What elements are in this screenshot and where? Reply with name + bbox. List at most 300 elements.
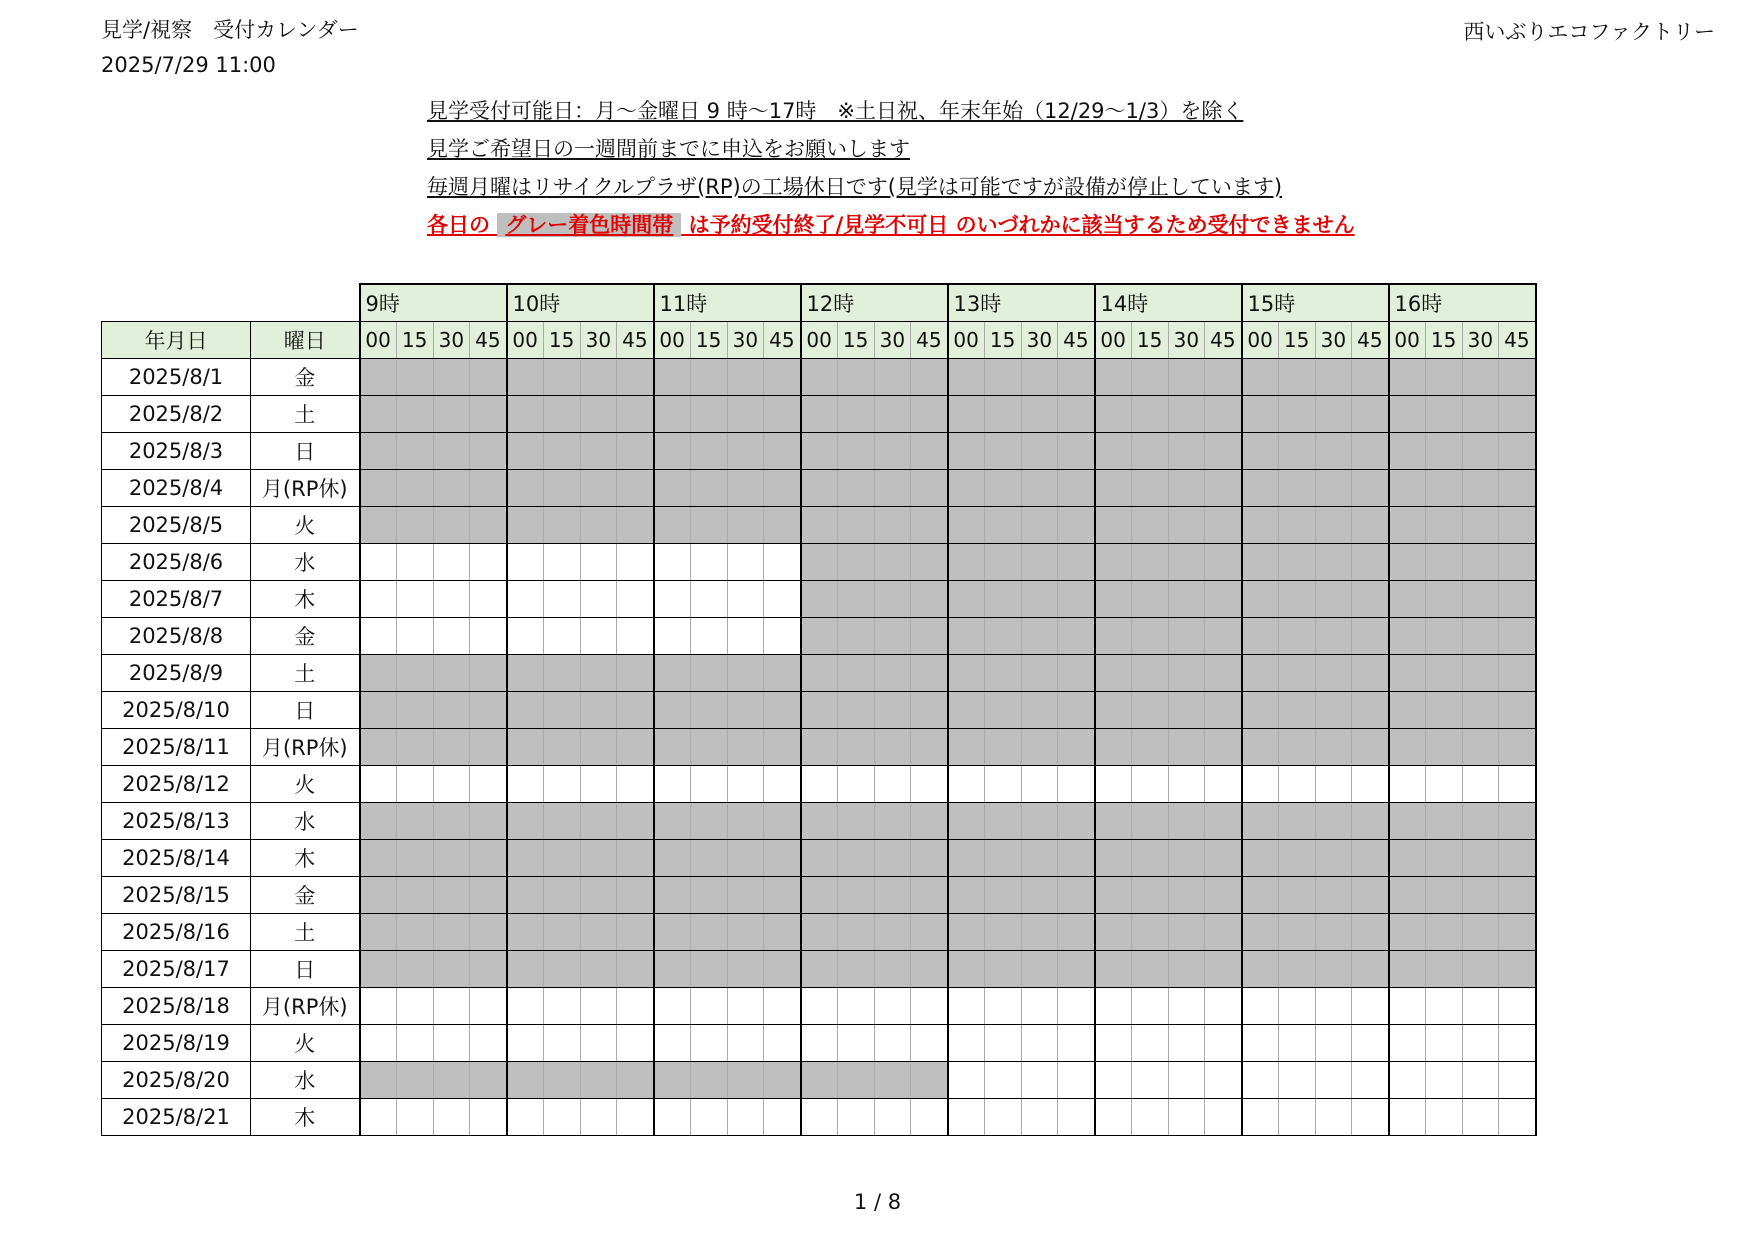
time-slot-unavailable: [1205, 802, 1242, 839]
blank-corner: [251, 284, 360, 321]
time-slot-unavailable: [1389, 358, 1426, 395]
time-slot-available: [617, 580, 654, 617]
minute-header: 30: [727, 321, 764, 358]
row-day-of-week: 水: [251, 1061, 360, 1098]
time-slot-available: [1168, 1061, 1205, 1098]
time-slot-unavailable: [1352, 432, 1389, 469]
time-slot-unavailable: [690, 728, 727, 765]
time-slot-unavailable: [1095, 358, 1132, 395]
time-slot-unavailable: [837, 617, 874, 654]
time-slot-unavailable: [1021, 654, 1058, 691]
time-slot-unavailable: [360, 432, 397, 469]
time-slot-unavailable: [727, 950, 764, 987]
time-slot-unavailable: [801, 802, 838, 839]
time-slot-available: [984, 1061, 1021, 1098]
time-slot-available: [507, 987, 544, 1024]
time-slot-unavailable: [654, 432, 691, 469]
time-slot-unavailable: [1131, 395, 1168, 432]
time-slot-unavailable: [801, 432, 838, 469]
time-slot-unavailable: [984, 802, 1021, 839]
time-slot-available: [580, 617, 617, 654]
time-slot-unavailable: [1095, 691, 1132, 728]
time-slot-unavailable: [360, 913, 397, 950]
time-slot-unavailable: [727, 802, 764, 839]
time-slot-unavailable: [1499, 358, 1536, 395]
time-slot-unavailable: [396, 839, 433, 876]
time-slot-unavailable: [1242, 617, 1279, 654]
minute-header: 00: [801, 321, 838, 358]
organization-name: 西いぶりエコファクトリー: [1463, 20, 1715, 44]
time-slot-available: [1315, 765, 1352, 802]
minute-header: 45: [1499, 321, 1536, 358]
time-slot-available: [654, 1098, 691, 1135]
row-day-of-week: 日: [251, 432, 360, 469]
time-slot-unavailable: [1058, 506, 1095, 543]
time-slot-available: [801, 765, 838, 802]
time-slot-unavailable: [507, 876, 544, 913]
time-slot-unavailable: [1168, 469, 1205, 506]
time-slot-unavailable: [396, 395, 433, 432]
time-slot-unavailable: [1315, 728, 1352, 765]
time-slot-unavailable: [580, 469, 617, 506]
time-slot-available: [1389, 765, 1426, 802]
time-slot-unavailable: [1242, 432, 1279, 469]
time-slot-unavailable: [1315, 395, 1352, 432]
time-slot-unavailable: [837, 802, 874, 839]
time-slot-unavailable: [727, 1061, 764, 1098]
minute-header: 00: [507, 321, 544, 358]
time-slot-available: [837, 1098, 874, 1135]
time-slot-unavailable: [984, 691, 1021, 728]
time-slot-unavailable: [1425, 358, 1462, 395]
time-slot-unavailable: [874, 543, 911, 580]
table-row: [102, 765, 1536, 802]
time-slot-unavailable: [470, 395, 507, 432]
time-slot-unavailable: [543, 802, 580, 839]
time-slot-unavailable: [543, 432, 580, 469]
time-slot-unavailable: [1205, 617, 1242, 654]
time-slot-unavailable: [1021, 913, 1058, 950]
time-slot-unavailable: [948, 395, 985, 432]
row-day-of-week: 火: [251, 765, 360, 802]
time-slot-available: [1389, 987, 1426, 1024]
time-slot-unavailable: [1389, 395, 1426, 432]
time-slot-available: [1242, 987, 1279, 1024]
row-date: 2025/8/7: [102, 580, 251, 617]
time-slot-unavailable: [1131, 839, 1168, 876]
warning-gray-highlight: グレー着色時間帯: [497, 213, 681, 237]
time-slot-unavailable: [1131, 469, 1168, 506]
note-rp-holiday: 毎週月曜はリサイクルプラザ(RP)の工場休日です(見学は可能ですが設備が停止しています): [427, 175, 1283, 199]
time-slot-unavailable: [1021, 876, 1058, 913]
time-slot-unavailable: [580, 839, 617, 876]
time-slot-available: [948, 987, 985, 1024]
time-slot-unavailable: [543, 950, 580, 987]
time-slot-unavailable: [801, 617, 838, 654]
time-slot-unavailable: [801, 839, 838, 876]
time-slot-unavailable: [948, 802, 985, 839]
time-slot-available: [1389, 1024, 1426, 1061]
time-slot-unavailable: [1462, 913, 1499, 950]
time-slot-unavailable: [837, 728, 874, 765]
time-slot-unavailable: [1021, 728, 1058, 765]
time-slot-unavailable: [874, 839, 911, 876]
time-slot-unavailable: [360, 950, 397, 987]
time-slot-unavailable: [727, 395, 764, 432]
time-slot-available: [433, 617, 470, 654]
minute-header: 15: [1278, 321, 1315, 358]
time-slot-unavailable: [1205, 950, 1242, 987]
row-day-of-week: 火: [251, 506, 360, 543]
time-slot-unavailable: [690, 802, 727, 839]
time-slot-available: [948, 1024, 985, 1061]
minute-header: 00: [360, 321, 397, 358]
time-slot-available: [1058, 1024, 1095, 1061]
time-slot-unavailable: [1168, 691, 1205, 728]
time-slot-available: [1242, 1024, 1279, 1061]
time-slot-unavailable: [1278, 728, 1315, 765]
time-slot-unavailable: [1058, 358, 1095, 395]
time-slot-available: [1205, 1061, 1242, 1098]
time-slot-available: [507, 1098, 544, 1135]
time-slot-unavailable: [801, 876, 838, 913]
time-slot-unavailable: [617, 839, 654, 876]
time-slot-available: [617, 987, 654, 1024]
note-deadline: 見学ご希望日の一週間前までに申込をお願いします: [427, 137, 910, 161]
time-slot-unavailable: [543, 1061, 580, 1098]
time-slot-available: [543, 1098, 580, 1135]
row-day-of-week: 水: [251, 543, 360, 580]
table-row: [102, 1061, 1536, 1098]
time-slot-unavailable: [396, 432, 433, 469]
time-slot-available: [1278, 765, 1315, 802]
minute-header-row: [102, 321, 1536, 358]
time-slot-unavailable: [543, 913, 580, 950]
time-slot-available: [911, 1024, 948, 1061]
time-slot-unavailable: [1278, 395, 1315, 432]
table-row: [102, 950, 1536, 987]
time-slot-unavailable: [764, 358, 801, 395]
time-slot-unavailable: [874, 691, 911, 728]
time-slot-unavailable: [580, 432, 617, 469]
time-slot-available: [396, 543, 433, 580]
time-slot-unavailable: [911, 950, 948, 987]
time-slot-available: [1499, 1024, 1536, 1061]
row-date: 2025/8/12: [102, 765, 251, 802]
time-slot-unavailable: [1315, 691, 1352, 728]
time-slot-unavailable: [874, 580, 911, 617]
minute-header: 30: [1168, 321, 1205, 358]
time-slot-available: [1205, 765, 1242, 802]
time-slot-available: [470, 580, 507, 617]
time-slot-unavailable: [1389, 691, 1426, 728]
time-slot-unavailable: [948, 358, 985, 395]
time-slot-unavailable: [654, 469, 691, 506]
time-slot-available: [690, 987, 727, 1024]
time-slot-available: [837, 1024, 874, 1061]
time-slot-unavailable: [433, 728, 470, 765]
time-slot-unavailable: [727, 691, 764, 728]
time-slot-unavailable: [470, 691, 507, 728]
time-slot-unavailable: [948, 691, 985, 728]
time-slot-unavailable: [1352, 691, 1389, 728]
row-day-of-week: 火: [251, 1024, 360, 1061]
time-slot-unavailable: [1058, 839, 1095, 876]
time-slot-unavailable: [1131, 802, 1168, 839]
row-day-of-week: 月(RP休): [251, 987, 360, 1024]
time-slot-available: [1425, 765, 1462, 802]
time-slot-unavailable: [1425, 469, 1462, 506]
time-slot-available: [470, 987, 507, 1024]
time-slot-unavailable: [433, 654, 470, 691]
time-slot-unavailable: [1352, 617, 1389, 654]
time-slot-available: [948, 1098, 985, 1135]
time-slot-unavailable: [1499, 728, 1536, 765]
time-slot-available: [470, 765, 507, 802]
time-slot-unavailable: [948, 506, 985, 543]
time-slot-unavailable: [580, 876, 617, 913]
time-slot-unavailable: [1389, 469, 1426, 506]
time-slot-unavailable: [874, 617, 911, 654]
time-slot-unavailable: [837, 876, 874, 913]
time-slot-unavailable: [1462, 506, 1499, 543]
time-slot-unavailable: [1058, 395, 1095, 432]
time-slot-unavailable: [837, 1061, 874, 1098]
time-slot-available: [948, 1061, 985, 1098]
minute-header: 00: [1095, 321, 1132, 358]
time-slot-unavailable: [507, 395, 544, 432]
time-slot-unavailable: [764, 654, 801, 691]
time-slot-unavailable: [1205, 839, 1242, 876]
time-slot-unavailable: [1425, 617, 1462, 654]
time-slot-unavailable: [617, 950, 654, 987]
time-slot-unavailable: [1168, 654, 1205, 691]
time-slot-unavailable: [1278, 358, 1315, 395]
time-slot-unavailable: [984, 543, 1021, 580]
time-slot-unavailable: [1425, 654, 1462, 691]
time-slot-unavailable: [580, 802, 617, 839]
time-slot-unavailable: [1278, 469, 1315, 506]
time-slot-unavailable: [470, 654, 507, 691]
time-slot-unavailable: [1352, 876, 1389, 913]
time-slot-unavailable: [1058, 950, 1095, 987]
time-slot-unavailable: [1242, 728, 1279, 765]
time-slot-available: [874, 1024, 911, 1061]
row-day-of-week: 金: [251, 358, 360, 395]
row-date: 2025/8/5: [102, 506, 251, 543]
time-slot-unavailable: [1278, 839, 1315, 876]
hour-header: 13時: [948, 284, 1095, 321]
time-slot-unavailable: [690, 654, 727, 691]
time-slot-unavailable: [1278, 617, 1315, 654]
time-slot-available: [396, 765, 433, 802]
row-day-of-week: 月(RP休): [251, 728, 360, 765]
time-slot-unavailable: [837, 580, 874, 617]
row-date: 2025/8/10: [102, 691, 251, 728]
time-slot-unavailable: [837, 691, 874, 728]
time-slot-unavailable: [507, 432, 544, 469]
time-slot-unavailable: [1352, 950, 1389, 987]
time-slot-unavailable: [1278, 580, 1315, 617]
row-date: 2025/8/17: [102, 950, 251, 987]
time-slot-unavailable: [1168, 506, 1205, 543]
time-slot-available: [1315, 1098, 1352, 1135]
time-slot-available: [1462, 1098, 1499, 1135]
time-slot-available: [470, 543, 507, 580]
time-slot-unavailable: [1278, 876, 1315, 913]
time-slot-unavailable: [1352, 506, 1389, 543]
time-slot-available: [1315, 1061, 1352, 1098]
page-number: 1 / 8: [853, 1190, 902, 1214]
time-slot-unavailable: [1242, 802, 1279, 839]
time-slot-available: [1352, 1024, 1389, 1061]
row-day-of-week: 日: [251, 691, 360, 728]
time-slot-unavailable: [1389, 950, 1426, 987]
dow-column-header: 曜日: [251, 321, 360, 358]
time-slot-unavailable: [360, 506, 397, 543]
time-slot-available: [543, 617, 580, 654]
time-slot-unavailable: [617, 358, 654, 395]
hour-header: 12時: [801, 284, 948, 321]
time-slot-unavailable: [1058, 654, 1095, 691]
time-slot-unavailable: [433, 802, 470, 839]
time-slot-unavailable: [1389, 617, 1426, 654]
time-slot-available: [433, 1098, 470, 1135]
time-slot-available: [764, 543, 801, 580]
time-slot-unavailable: [727, 432, 764, 469]
time-slot-unavailable: [580, 358, 617, 395]
time-slot-unavailable: [507, 950, 544, 987]
table-row: [102, 469, 1536, 506]
time-slot-unavailable: [360, 1061, 397, 1098]
minute-header: 15: [396, 321, 433, 358]
hour-header: 11時: [654, 284, 801, 321]
row-day-of-week: 木: [251, 1098, 360, 1135]
time-slot-available: [1352, 1061, 1389, 1098]
time-slot-available: [984, 765, 1021, 802]
time-slot-unavailable: [470, 802, 507, 839]
time-slot-unavailable: [1242, 839, 1279, 876]
time-slot-unavailable: [617, 506, 654, 543]
minute-header: 15: [1425, 321, 1462, 358]
time-slot-unavailable: [837, 506, 874, 543]
time-slot-unavailable: [1058, 691, 1095, 728]
time-slot-available: [654, 765, 691, 802]
time-slot-unavailable: [1425, 950, 1462, 987]
time-slot-unavailable: [1389, 802, 1426, 839]
row-date: 2025/8/15: [102, 876, 251, 913]
time-slot-unavailable: [837, 913, 874, 950]
time-slot-unavailable: [1021, 617, 1058, 654]
time-slot-available: [360, 987, 397, 1024]
time-slot-unavailable: [911, 839, 948, 876]
time-slot-unavailable: [1278, 654, 1315, 691]
time-slot-available: [984, 1098, 1021, 1135]
time-slot-available: [470, 617, 507, 654]
time-slot-unavailable: [1021, 432, 1058, 469]
time-slot-available: [1462, 1061, 1499, 1098]
time-slot-unavailable: [1462, 691, 1499, 728]
time-slot-available: [360, 1024, 397, 1061]
time-slot-available: [1499, 1098, 1536, 1135]
time-slot-unavailable: [580, 1061, 617, 1098]
time-slot-unavailable: [1352, 543, 1389, 580]
time-slot-available: [764, 617, 801, 654]
time-slot-unavailable: [948, 950, 985, 987]
time-slot-unavailable: [1462, 802, 1499, 839]
time-slot-available: [1242, 765, 1279, 802]
time-slot-unavailable: [837, 432, 874, 469]
time-slot-unavailable: [1168, 358, 1205, 395]
time-slot-unavailable: [1058, 580, 1095, 617]
time-slot-available: [543, 987, 580, 1024]
time-slot-unavailable: [617, 728, 654, 765]
time-slot-unavailable: [433, 469, 470, 506]
time-slot-unavailable: [1242, 395, 1279, 432]
time-slot-unavailable: [801, 728, 838, 765]
time-slot-unavailable: [1095, 506, 1132, 543]
time-slot-unavailable: [874, 950, 911, 987]
time-slot-unavailable: [1058, 728, 1095, 765]
time-slot-unavailable: [1205, 469, 1242, 506]
time-slot-available: [1131, 1061, 1168, 1098]
time-slot-unavailable: [911, 543, 948, 580]
time-slot-available: [617, 617, 654, 654]
time-slot-unavailable: [1095, 802, 1132, 839]
time-slot-unavailable: [433, 913, 470, 950]
row-date: 2025/8/14: [102, 839, 251, 876]
time-slot-available: [1095, 765, 1132, 802]
time-slot-available: [764, 1098, 801, 1135]
time-slot-unavailable: [764, 728, 801, 765]
time-slot-unavailable: [911, 802, 948, 839]
time-slot-unavailable: [837, 469, 874, 506]
time-slot-unavailable: [801, 654, 838, 691]
time-slot-unavailable: [801, 543, 838, 580]
time-slot-unavailable: [1021, 950, 1058, 987]
time-slot-available: [727, 580, 764, 617]
minute-header: 30: [580, 321, 617, 358]
time-slot-available: [1095, 1024, 1132, 1061]
time-slot-unavailable: [984, 913, 1021, 950]
time-slot-unavailable: [764, 691, 801, 728]
time-slot-unavailable: [507, 1061, 544, 1098]
row-date: 2025/8/3: [102, 432, 251, 469]
time-slot-unavailable: [1315, 802, 1352, 839]
time-slot-available: [433, 765, 470, 802]
time-slot-available: [580, 765, 617, 802]
time-slot-unavailable: [1315, 506, 1352, 543]
time-slot-unavailable: [1021, 691, 1058, 728]
time-slot-available: [1278, 1024, 1315, 1061]
time-slot-unavailable: [911, 876, 948, 913]
time-slot-unavailable: [1168, 728, 1205, 765]
time-slot-unavailable: [396, 469, 433, 506]
time-slot-available: [1058, 987, 1095, 1024]
time-slot-unavailable: [1278, 913, 1315, 950]
time-slot-available: [837, 765, 874, 802]
time-slot-unavailable: [1425, 802, 1462, 839]
time-slot-unavailable: [837, 839, 874, 876]
time-slot-unavailable: [1242, 543, 1279, 580]
time-slot-unavailable: [1425, 913, 1462, 950]
table-row: [102, 876, 1536, 913]
time-slot-unavailable: [433, 506, 470, 543]
time-slot-available: [1168, 1024, 1205, 1061]
time-slot-available: [764, 1024, 801, 1061]
time-slot-unavailable: [727, 728, 764, 765]
time-slot-available: [507, 543, 544, 580]
